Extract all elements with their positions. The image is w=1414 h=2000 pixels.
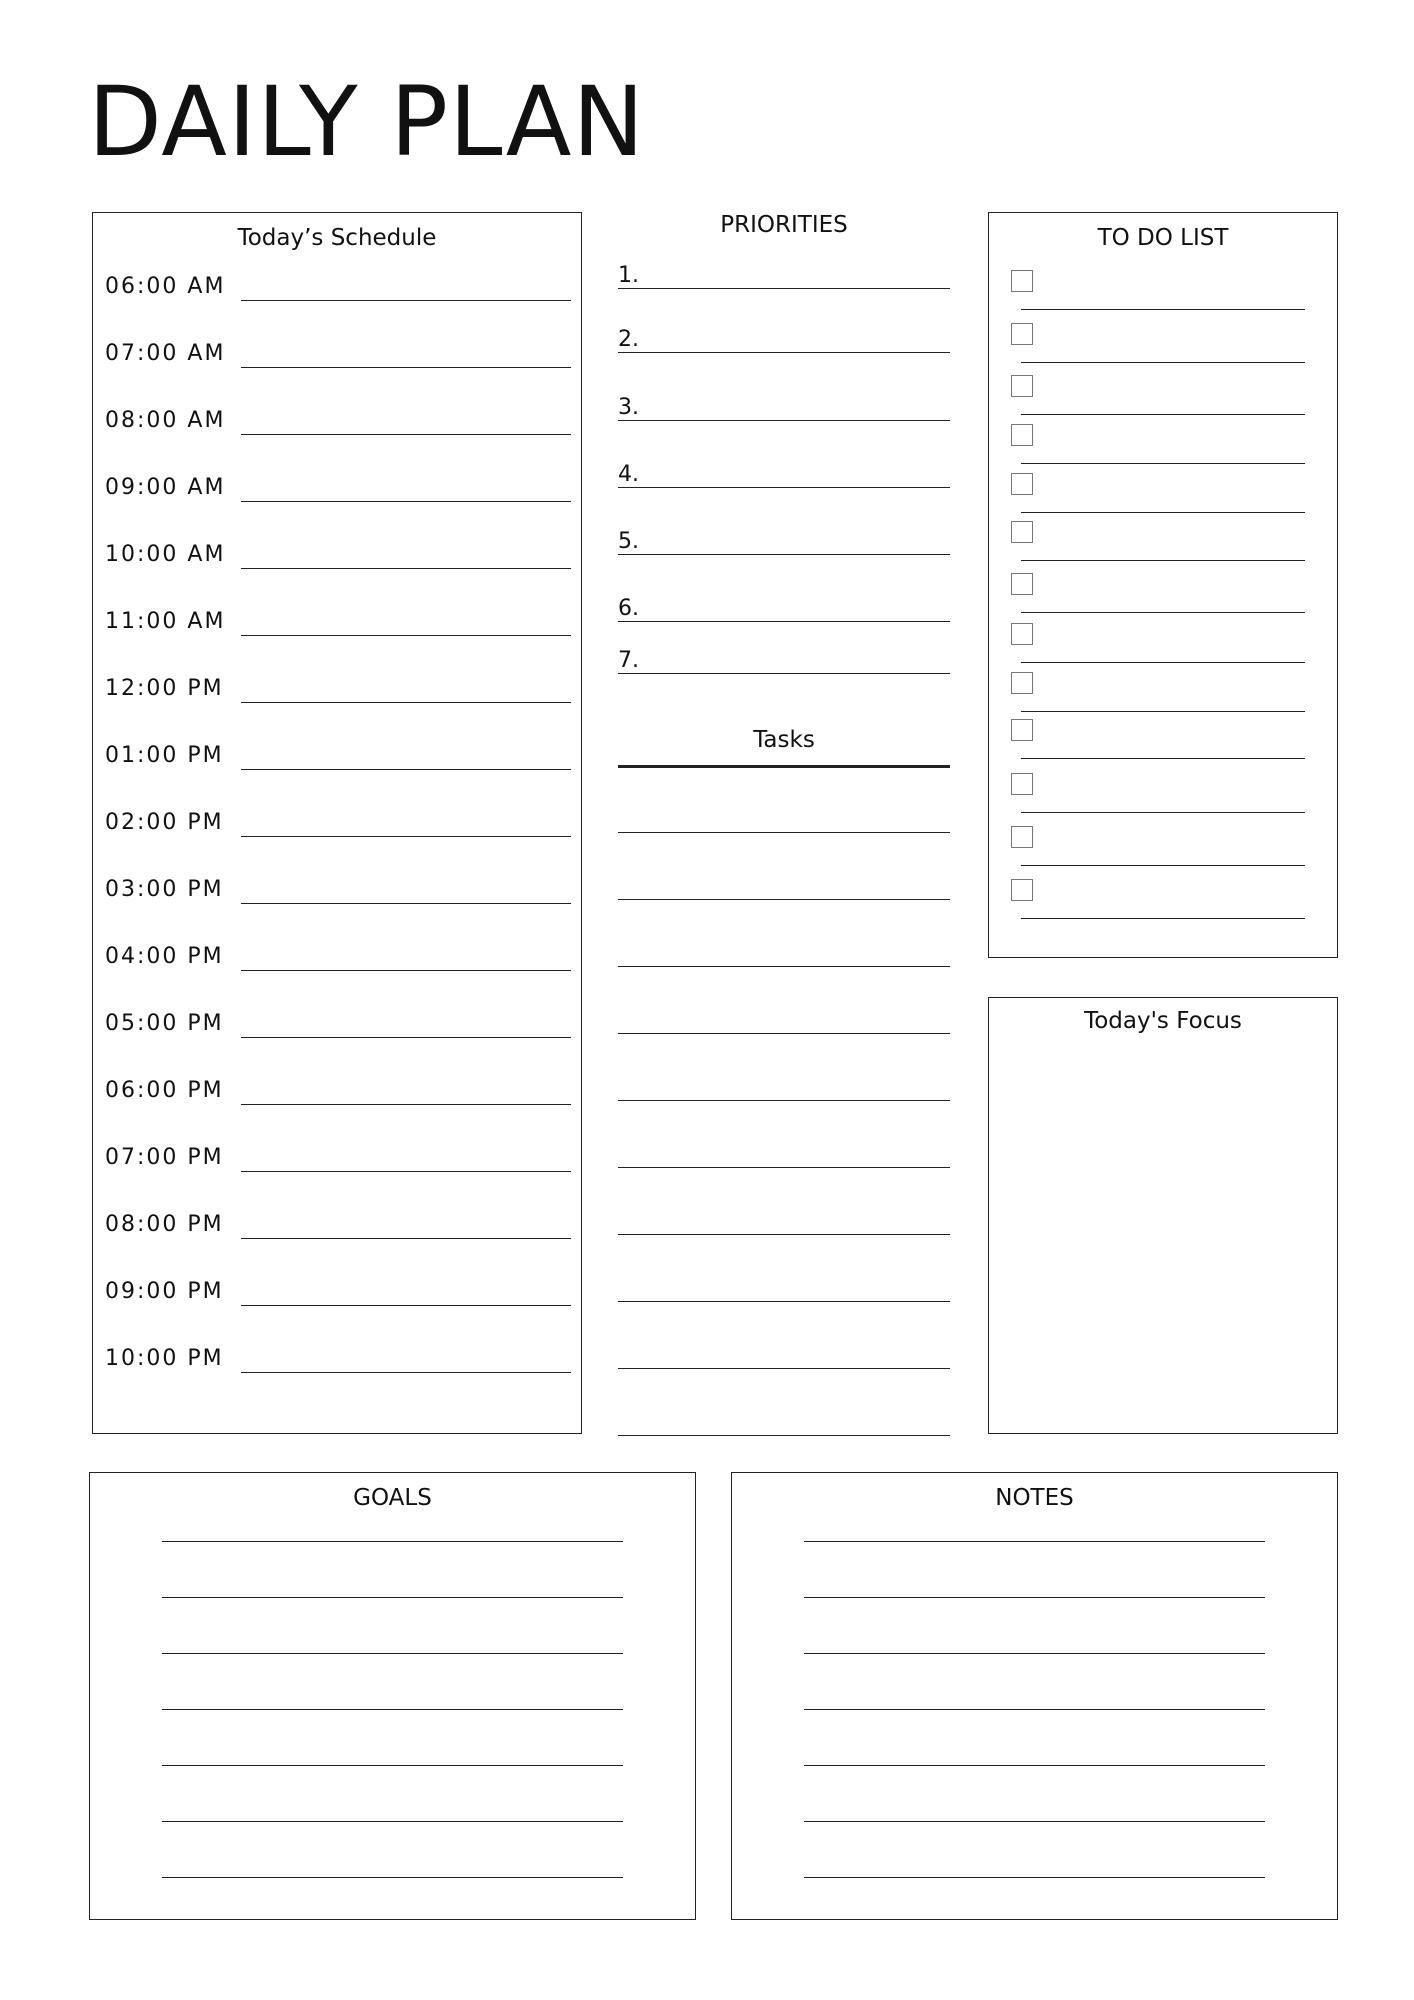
todo-item	[989, 323, 1337, 363]
todo-item	[989, 424, 1337, 464]
schedule-row	[93, 334, 581, 368]
priority-number: 7.	[618, 648, 639, 673]
notes-title: NOTES	[995, 1485, 1074, 1511]
todo-write-line[interactable]	[1021, 414, 1305, 415]
schedule-time: 07:00 AM	[105, 341, 226, 366]
task-write-line[interactable]	[618, 1033, 950, 1034]
tasks-title: Tasks	[753, 727, 815, 753]
priority-number: 4.	[618, 462, 639, 487]
schedule-write-line[interactable]	[241, 903, 571, 904]
notes-write-line[interactable]	[804, 1821, 1265, 1822]
priority-write-line[interactable]	[618, 352, 950, 353]
checkbox-icon[interactable]	[1011, 573, 1033, 595]
priority-write-line[interactable]	[618, 554, 950, 555]
priority-row	[618, 255, 950, 289]
schedule-write-line[interactable]	[241, 434, 571, 435]
priority-row	[618, 640, 950, 674]
goals-write-line[interactable]	[162, 1877, 623, 1878]
tasks-header-rule	[618, 765, 950, 768]
priority-write-line[interactable]	[618, 487, 950, 488]
notes-write-line[interactable]	[804, 1765, 1265, 1766]
goals-write-line[interactable]	[162, 1709, 623, 1710]
schedule-row	[93, 468, 581, 502]
schedule-write-line[interactable]	[241, 1104, 571, 1105]
schedule-time: 09:00 PM	[105, 1279, 224, 1304]
goals-write-line[interactable]	[162, 1821, 623, 1822]
todo-item	[989, 719, 1337, 759]
priority-number: 5.	[618, 529, 639, 554]
checkbox-icon[interactable]	[1011, 672, 1033, 694]
schedule-row	[93, 267, 581, 301]
schedule-write-line[interactable]	[241, 1305, 571, 1306]
checkbox-icon[interactable]	[1011, 719, 1033, 741]
schedule-row	[93, 937, 581, 971]
task-write-line[interactable]	[618, 1100, 950, 1101]
todo-item	[989, 573, 1337, 613]
task-write-line[interactable]	[618, 966, 950, 967]
priority-write-line[interactable]	[618, 420, 950, 421]
task-write-line[interactable]	[618, 899, 950, 900]
todo-item	[989, 473, 1337, 513]
schedule-write-line[interactable]	[241, 836, 571, 837]
todo-write-line[interactable]	[1021, 662, 1305, 663]
schedule-box	[92, 212, 582, 1434]
todo-item	[989, 773, 1337, 813]
schedule-time: 01:00 PM	[105, 743, 224, 768]
priorities-title: PRIORITIES	[720, 212, 848, 238]
goals-title: GOALS	[353, 1485, 432, 1511]
todo-write-line[interactable]	[1021, 309, 1305, 310]
focus-box	[988, 997, 1338, 1434]
schedule-time: 10:00 PM	[105, 1346, 224, 1371]
todo-write-line[interactable]	[1021, 362, 1305, 363]
todo-item	[989, 623, 1337, 663]
schedule-write-line[interactable]	[241, 1372, 571, 1373]
schedule-row	[93, 736, 581, 770]
schedule-time: 06:00 AM	[105, 274, 226, 299]
priority-write-line[interactable]	[618, 621, 950, 622]
notes-write-line[interactable]	[804, 1877, 1265, 1878]
schedule-row	[93, 803, 581, 837]
schedule-row	[93, 870, 581, 904]
goals-write-line[interactable]	[162, 1653, 623, 1654]
todo-write-line[interactable]	[1021, 711, 1305, 712]
schedule-time: 10:00 AM	[105, 542, 226, 567]
schedule-write-line[interactable]	[241, 568, 571, 569]
schedule-time: 04:00 PM	[105, 944, 224, 969]
schedule-write-line[interactable]	[241, 1037, 571, 1038]
schedule-time: 03:00 PM	[105, 877, 224, 902]
checkbox-icon[interactable]	[1011, 424, 1033, 446]
todo-write-line[interactable]	[1021, 463, 1305, 464]
todo-item	[989, 879, 1337, 919]
schedule-row	[93, 1138, 581, 1172]
schedule-row	[93, 669, 581, 703]
priority-row	[618, 588, 950, 622]
schedule-write-line[interactable]	[241, 635, 571, 636]
schedule-write-line[interactable]	[241, 702, 571, 703]
priority-row	[618, 454, 950, 488]
focus-title: Today's Focus	[1084, 1008, 1242, 1034]
checkbox-icon[interactable]	[1011, 473, 1033, 495]
checkbox-icon[interactable]	[1011, 773, 1033, 795]
todo-write-line[interactable]	[1021, 812, 1305, 813]
schedule-time: 02:00 PM	[105, 810, 224, 835]
schedule-write-line[interactable]	[241, 501, 571, 502]
todo-write-line[interactable]	[1021, 512, 1305, 513]
todo-title: TO DO LIST	[1097, 225, 1229, 251]
schedule-write-line[interactable]	[241, 1171, 571, 1172]
todo-item	[989, 270, 1337, 310]
schedule-time: 06:00 PM	[105, 1078, 224, 1103]
notes-write-line[interactable]	[804, 1709, 1265, 1710]
task-write-line[interactable]	[618, 1368, 950, 1369]
task-write-line[interactable]	[618, 1167, 950, 1168]
checkbox-icon[interactable]	[1011, 879, 1033, 901]
todo-box	[988, 212, 1338, 958]
todo-item	[989, 375, 1337, 415]
checkbox-icon[interactable]	[1011, 826, 1033, 848]
priority-row	[618, 319, 950, 353]
notes-write-line[interactable]	[804, 1653, 1265, 1654]
priority-number: 2.	[618, 327, 639, 352]
schedule-write-line[interactable]	[241, 300, 571, 301]
goals-box	[89, 1472, 696, 1920]
goals-write-line[interactable]	[162, 1597, 623, 1598]
todo-write-line[interactable]	[1021, 612, 1305, 613]
schedule-write-line[interactable]	[241, 1238, 571, 1239]
schedule-time: 08:00 AM	[105, 408, 226, 433]
schedule-row	[93, 1205, 581, 1239]
goals-write-line[interactable]	[162, 1541, 623, 1542]
notes-write-line[interactable]	[804, 1541, 1265, 1542]
priority-row	[618, 387, 950, 421]
schedule-time: 11:00 AM	[105, 609, 226, 634]
todo-write-line[interactable]	[1021, 865, 1305, 866]
schedule-row	[93, 1339, 581, 1373]
todo-write-line[interactable]	[1021, 560, 1305, 561]
checkbox-icon[interactable]	[1011, 375, 1033, 397]
checkbox-icon[interactable]	[1011, 623, 1033, 645]
priority-number: 6.	[618, 596, 639, 621]
priority-write-line[interactable]	[618, 673, 950, 674]
schedule-row	[93, 602, 581, 636]
schedule-row	[93, 401, 581, 435]
page-title: DAILY PLAN	[88, 66, 646, 178]
schedule-title: Today’s Schedule	[237, 225, 437, 251]
todo-write-line[interactable]	[1021, 918, 1305, 919]
schedule-row	[93, 1071, 581, 1105]
task-write-line[interactable]	[618, 1435, 950, 1436]
task-write-line[interactable]	[618, 1301, 950, 1302]
notes-write-line[interactable]	[804, 1597, 1265, 1598]
checkbox-icon[interactable]	[1011, 323, 1033, 345]
schedule-time: 05:00 PM	[105, 1011, 224, 1036]
priority-number: 3.	[618, 395, 639, 420]
schedule-time: 07:00 PM	[105, 1145, 224, 1170]
schedule-row	[93, 535, 581, 569]
todo-item	[989, 672, 1337, 712]
priority-write-line[interactable]	[618, 288, 950, 289]
schedule-write-line[interactable]	[241, 367, 571, 368]
task-write-line[interactable]	[618, 1234, 950, 1235]
todo-item	[989, 826, 1337, 866]
schedule-row	[93, 1272, 581, 1306]
checkbox-icon[interactable]	[1011, 521, 1033, 543]
schedule-write-line[interactable]	[241, 769, 571, 770]
todo-item	[989, 521, 1337, 561]
schedule-time: 12:00 PM	[105, 676, 224, 701]
task-write-line[interactable]	[618, 832, 950, 833]
checkbox-icon[interactable]	[1011, 270, 1033, 292]
schedule-write-line[interactable]	[241, 970, 571, 971]
todo-write-line[interactable]	[1021, 758, 1305, 759]
schedule-time: 08:00 PM	[105, 1212, 224, 1237]
schedule-time: 09:00 AM	[105, 475, 226, 500]
goals-write-line[interactable]	[162, 1765, 623, 1766]
priority-row	[618, 521, 950, 555]
schedule-row	[93, 1004, 581, 1038]
notes-box	[731, 1472, 1338, 1920]
priority-number: 1.	[618, 263, 639, 288]
